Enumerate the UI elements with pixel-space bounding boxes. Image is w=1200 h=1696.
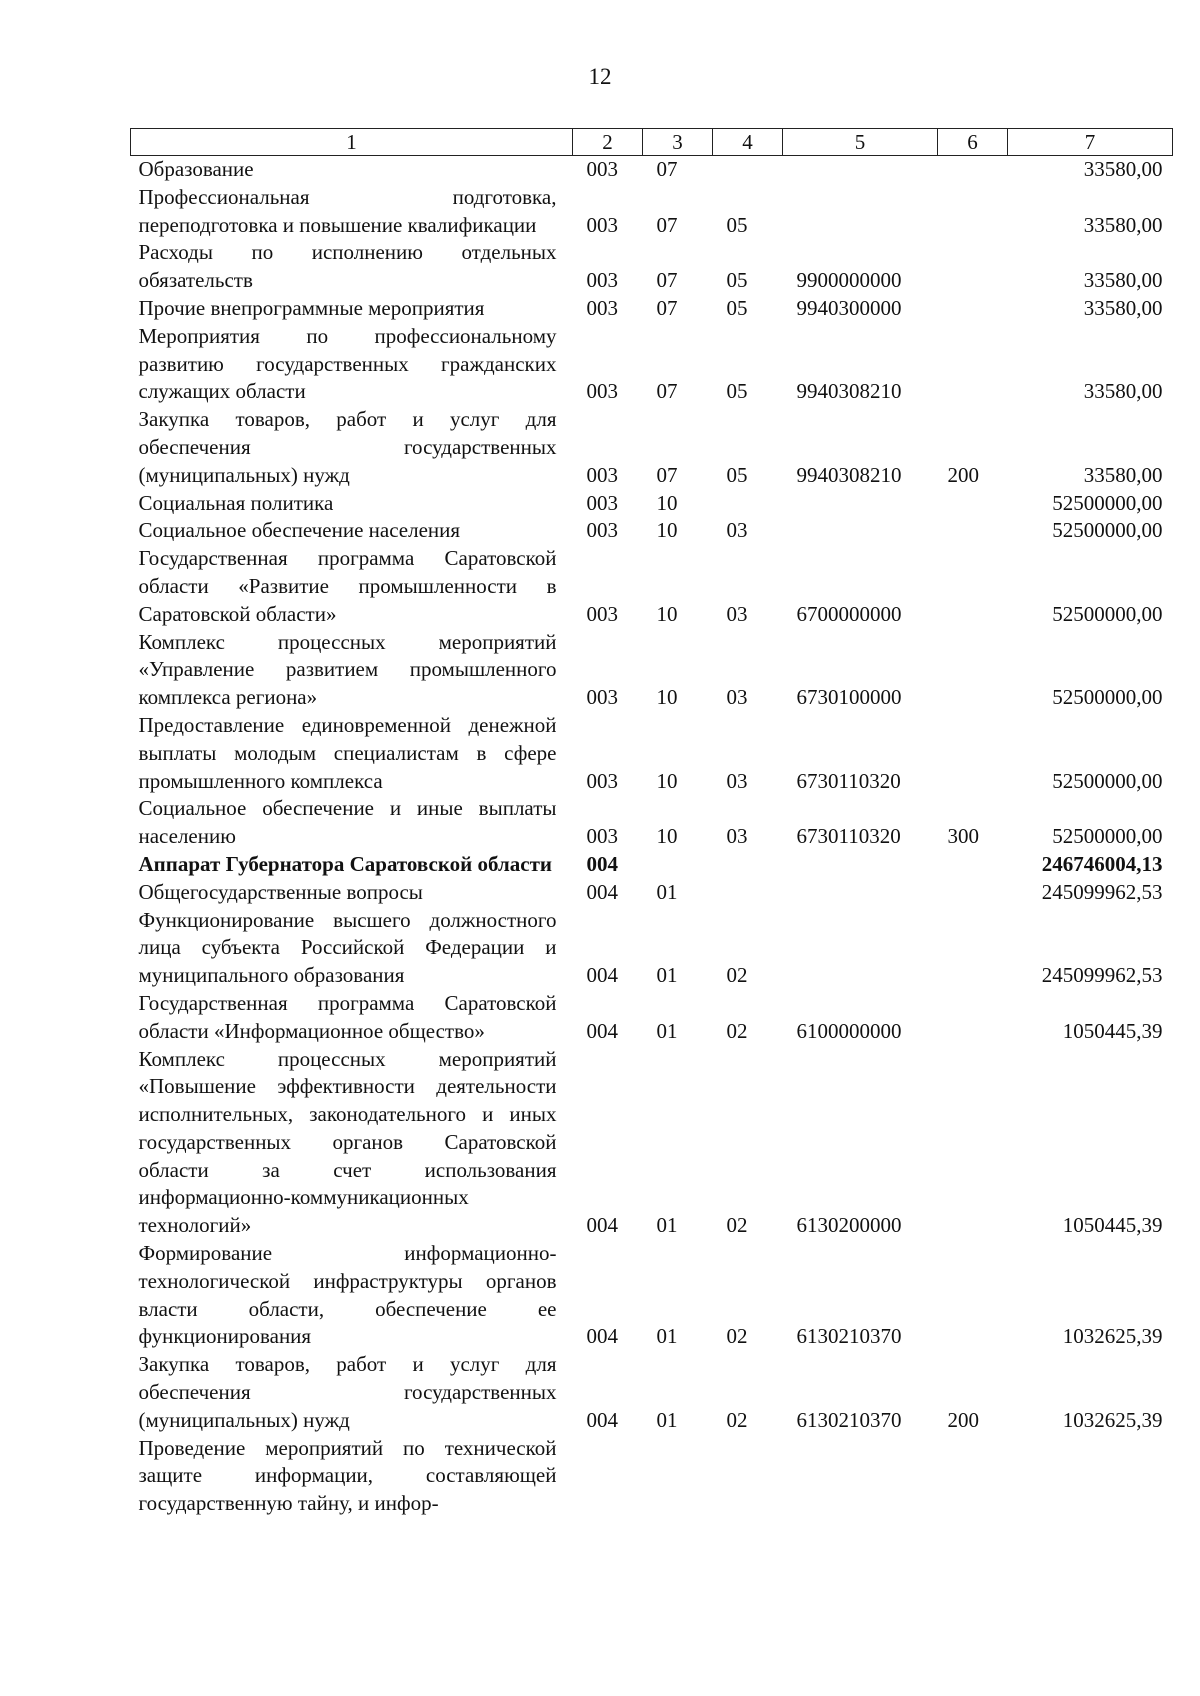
subsection-code-cell: 03	[726, 518, 748, 543]
chapter-code-cell: 003	[586, 518, 618, 543]
expense-type-cell	[938, 1240, 1008, 1351]
table-row	[131, 545, 1173, 628]
subsection-code-cell: 02	[726, 1213, 748, 1238]
section-code-cell: 01	[656, 879, 678, 904]
section-code-cell: 01	[656, 1324, 678, 1349]
expense-type-cell	[938, 517, 1008, 545]
chapter-code-cell: 004	[586, 1018, 618, 1043]
expense-type-cell	[938, 323, 1008, 406]
amount-cell: 1032625,39	[1062, 1407, 1163, 1432]
expense-type-cell	[938, 990, 1008, 1046]
table-row	[131, 490, 1173, 518]
table-row	[131, 851, 1173, 879]
amount-cell: 52500000,00	[1052, 518, 1163, 543]
table-row	[131, 1435, 1173, 1518]
target-article-cell	[783, 851, 938, 879]
target-article-cell: 6730110320	[796, 824, 901, 849]
row-name-cell: Аппарат Губернатора Саратовской области	[138, 851, 552, 876]
amount-cell: 33580,00	[1083, 268, 1163, 293]
section-code-cell: 10	[656, 490, 678, 515]
amount-cell: 52500000,00	[1052, 685, 1163, 710]
chapter-code-cell: 003	[586, 824, 618, 849]
chapter-code-cell: 003	[586, 768, 618, 793]
row-name-cell: Функционирование высшего должностного лица субъекта Российской Федерации и муниципального образования	[138, 907, 557, 988]
row-name-cell: Государственная программа Саратовской области «Информационное общество»	[138, 990, 557, 1043]
column-header-1: 1	[131, 129, 573, 156]
expense-type-cell: 200	[947, 462, 979, 487]
table-row	[131, 156, 1173, 184]
chapter-code-cell: 003	[586, 268, 618, 293]
subsection-code-cell: 05	[726, 212, 748, 237]
target-article-cell: 9940308210	[796, 462, 902, 487]
row-name-cell: Комплекс процессных мероприятий «Управление развитием промышленного комплекса региона»	[138, 629, 557, 710]
table-row	[131, 879, 1173, 907]
expense-type-cell: 300	[947, 824, 979, 849]
table-row	[131, 517, 1173, 545]
section-code-cell: 07	[656, 157, 678, 181]
subsection-code-cell: 05	[726, 462, 748, 487]
section-code-cell: 10	[656, 685, 678, 710]
row-name-cell: Формирование информационно-технологической инфраструктуры органов власти области, обеспечение ее функционирования	[138, 1241, 557, 1349]
chapter-code-cell: 003	[586, 379, 618, 404]
section-code-cell: 10	[656, 824, 678, 849]
row-name-cell: Комплекс процессных мероприятий «Повышение эффективности деятельности исполнительных, законодательного и иных государственных органов Саратовской области за счет использования информационно-коммуникационных технологий»	[138, 1046, 557, 1238]
budget-table	[130, 128, 1173, 1518]
target-article-cell: 6700000000	[796, 601, 902, 626]
table-row	[131, 990, 1173, 1046]
subsection-code-cell	[713, 1435, 783, 1518]
amount-cell: 52500000,00	[1052, 601, 1163, 626]
row-name-cell: Закупка товаров, работ и услуг для обеспечения государственных (муниципальных) нужд	[138, 1352, 557, 1432]
subsection-code-cell: 02	[726, 1018, 748, 1043]
amount-cell: 246746004,13	[1041, 851, 1163, 876]
expense-type-cell	[938, 1435, 1008, 1518]
table-row	[131, 184, 1173, 240]
amount-cell: 245099962,53	[1041, 879, 1163, 904]
amount-cell: 1050445,39	[1062, 1018, 1163, 1043]
table-row	[131, 712, 1173, 795]
column-header-2: 2	[573, 129, 643, 156]
chapter-code-cell: 004	[586, 1213, 618, 1238]
expense-type-cell	[938, 490, 1008, 518]
row-name-cell: Проведение мероприятий по технической защите информации, составляющей государственную тайну, и инфор-	[138, 1435, 557, 1516]
table-row	[131, 323, 1173, 406]
subsection-code-cell: 05	[726, 268, 748, 293]
column-header-5: 5	[783, 129, 938, 156]
target-article-cell: 6730110320	[796, 768, 901, 793]
amount-cell	[1008, 1435, 1173, 1518]
row-name-cell: Расходы по исполнению отдельных обязательств	[138, 240, 557, 293]
row-name-cell: Закупка товаров, работ и услуг для обеспечения государственных (муниципальных) нужд	[138, 407, 557, 487]
table-body	[131, 156, 1173, 1519]
chapter-code-cell: 004	[586, 851, 618, 876]
section-code-cell: 01	[656, 1018, 678, 1043]
subsection-code-cell: 02	[726, 963, 748, 988]
chapter-code-cell: 003	[586, 295, 618, 320]
row-name-cell: Социальное обеспечение населения	[138, 518, 461, 543]
chapter-code-cell	[573, 1435, 643, 1518]
amount-cell: 33580,00	[1083, 295, 1163, 320]
amount-cell: 33580,00	[1083, 462, 1163, 487]
expense-type-cell	[938, 184, 1008, 240]
target-article-cell: 6100000000	[796, 1018, 902, 1043]
section-code-cell: 10	[656, 768, 678, 793]
subsection-code-cell: 02	[726, 1407, 748, 1432]
amount-cell: 245099962,53	[1041, 963, 1163, 988]
subsection-code-cell: 05	[726, 379, 748, 404]
row-name-cell: Государственная программа Саратовской области «Развитие промышленности в Саратовской области»	[138, 546, 557, 626]
table-row	[131, 295, 1173, 323]
expense-type-cell	[938, 239, 1008, 295]
amount-cell: 52500000,00	[1052, 824, 1163, 849]
row-name-cell: Профессиональная подготовка, переподготовка и повышение квалификации	[138, 184, 557, 237]
column-header-6: 6	[938, 129, 1008, 156]
chapter-code-cell: 003	[586, 685, 618, 710]
expense-type-cell	[938, 295, 1008, 323]
expense-type-cell	[938, 1046, 1008, 1241]
chapter-code-cell: 003	[586, 601, 618, 626]
table-row	[131, 1240, 1173, 1351]
amount-cell: 33580,00	[1083, 157, 1163, 181]
chapter-code-cell: 004	[586, 1407, 618, 1432]
section-code-cell: 07	[656, 212, 678, 237]
target-article-cell: 6130210370	[796, 1407, 902, 1432]
amount-cell: 1050445,39	[1062, 1213, 1163, 1238]
table-row	[131, 239, 1173, 295]
row-name-cell: Мероприятия по профессиональному развитию государственных гражданских служащих области	[138, 323, 557, 404]
row-name-cell: Предоставление единовременной денежной выплаты молодым специалистам в сфере промышленного комплекса	[138, 712, 557, 793]
row-name-cell: Образование	[138, 157, 254, 181]
subsection-code-cell	[713, 156, 783, 184]
amount-cell: 33580,00	[1083, 379, 1163, 404]
chapter-code-cell: 004	[586, 1324, 618, 1349]
table-row	[131, 1046, 1173, 1241]
section-code-cell	[643, 851, 713, 879]
chapter-code-cell: 003	[586, 212, 618, 237]
column-header-4: 4	[713, 129, 783, 156]
section-code-cell: 07	[656, 268, 678, 293]
table-row	[131, 795, 1173, 851]
chapter-code-cell: 003	[586, 462, 618, 487]
section-code-cell: 07	[656, 295, 678, 320]
table-row	[131, 406, 1173, 489]
row-name-cell: Общегосударственные вопросы	[138, 879, 423, 904]
expense-type-cell	[938, 712, 1008, 795]
target-article-cell	[783, 1435, 938, 1518]
target-article-cell: 6130210370	[796, 1324, 902, 1349]
section-code-cell: 10	[656, 518, 678, 543]
table-row	[131, 629, 1173, 712]
section-code-cell: 01	[656, 963, 678, 988]
chapter-code-cell: 003	[586, 157, 618, 181]
subsection-code-cell: 05	[726, 295, 748, 320]
section-code-cell: 01	[656, 1213, 678, 1238]
header-row	[131, 129, 1173, 156]
expense-type-cell: 200	[947, 1407, 979, 1432]
row-name-cell: Социальная политика	[138, 490, 334, 515]
subsection-code-cell: 03	[726, 685, 748, 710]
chapter-code-cell: 004	[586, 879, 618, 904]
section-code-cell	[643, 1435, 713, 1518]
target-article-cell: 9900000000	[796, 268, 902, 293]
amount-cell: 1032625,39	[1062, 1324, 1163, 1349]
target-article-cell	[783, 184, 938, 240]
amount-cell: 52500000,00	[1052, 768, 1163, 793]
target-article-cell	[783, 156, 938, 184]
section-code-cell: 10	[656, 601, 678, 626]
expense-type-cell	[938, 851, 1008, 879]
subsection-code-cell: 02	[726, 1324, 748, 1349]
section-code-cell: 07	[656, 462, 678, 487]
subsection-code-cell: 03	[726, 601, 748, 626]
target-article-cell	[783, 517, 938, 545]
section-code-cell: 01	[656, 1407, 678, 1432]
target-article-cell: 6130200000	[796, 1213, 902, 1238]
target-article-cell	[783, 490, 938, 518]
column-header-7: 7	[1008, 129, 1173, 156]
expense-type-cell	[938, 545, 1008, 628]
expense-type-cell	[938, 156, 1008, 184]
table-header	[131, 129, 1173, 156]
amount-cell: 52500000,00	[1052, 490, 1163, 515]
expense-type-cell	[938, 907, 1008, 990]
table-row	[131, 907, 1173, 990]
target-article-cell	[783, 879, 938, 907]
target-article-cell: 6730100000	[796, 685, 902, 710]
target-article-cell: 9940300000	[796, 295, 902, 320]
page-number: 12	[588, 64, 612, 89]
chapter-code-cell: 003	[586, 490, 618, 515]
subsection-code-cell	[713, 490, 783, 518]
subsection-code-cell: 03	[726, 824, 748, 849]
subsection-code-cell: 03	[726, 768, 748, 793]
row-name-cell: Прочие внепрограммные мероприятия	[138, 295, 485, 320]
expense-type-cell	[938, 879, 1008, 907]
row-name-cell: Социальное обеспечение и иные выплаты населению	[138, 796, 557, 849]
target-article-cell: 9940308210	[796, 379, 902, 404]
chapter-code-cell: 004	[586, 963, 618, 988]
table-row	[131, 1351, 1173, 1434]
subsection-code-cell	[713, 851, 783, 879]
amount-cell: 33580,00	[1083, 212, 1163, 237]
column-header-3: 3	[643, 129, 713, 156]
subsection-code-cell	[713, 879, 783, 907]
section-code-cell: 07	[656, 379, 678, 404]
expense-type-cell	[938, 629, 1008, 712]
target-article-cell	[783, 907, 938, 990]
